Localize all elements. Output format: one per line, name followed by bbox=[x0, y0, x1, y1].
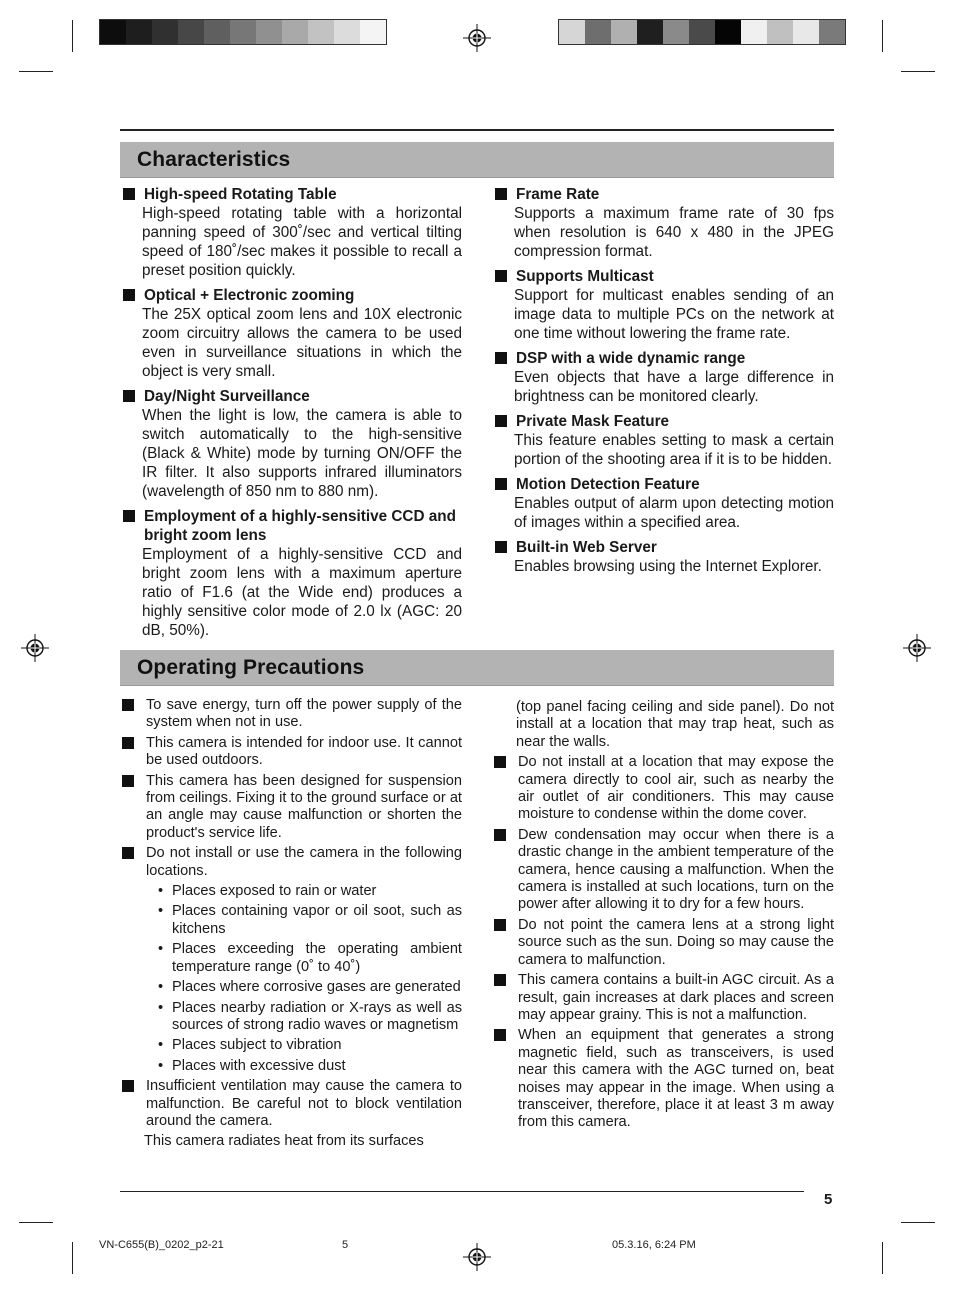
feature-item bbox=[492, 475, 834, 532]
color-swatch bbox=[230, 20, 256, 44]
color-swatch bbox=[637, 20, 663, 44]
crop-mark bbox=[882, 20, 883, 52]
precaution-item: To save energy, turn off the power supply of the system when not in use. bbox=[120, 697, 462, 732]
square-bullet-icon bbox=[122, 737, 134, 749]
color-swatch bbox=[689, 20, 715, 44]
precaution-item: When an equipment that generates a strong magnetic field, such as transceivers, is used near this camera with the AGC turned on, beat noises may appear in the image. When using a transceiver, therefore, place it at least 3 m away from this camera. bbox=[492, 1027, 834, 1131]
precaution-item: Do not install at a location that may expose the camera directly to cool air, such as nearby the air outlet of air conditioners. This may cause moisture to condense within the dome cover. bbox=[492, 754, 834, 824]
section-title: Characteristics bbox=[137, 148, 291, 171]
color-swatch bbox=[152, 20, 178, 44]
color-swatch bbox=[360, 20, 386, 44]
color-swatch bbox=[256, 20, 282, 44]
section-header-precautions bbox=[120, 650, 834, 686]
feature-description: Even objects that have a large difference in brightness can be monitored clearly. bbox=[514, 369, 834, 405]
crop-mark bbox=[19, 1222, 53, 1223]
location-list-item: • Places where corrosive gases are generated bbox=[158, 979, 461, 996]
precaution-continued-text: This camera radiates heat from its surfaces bbox=[144, 1133, 424, 1150]
feature-item bbox=[120, 185, 462, 280]
feature-description: Employment of a highly-sensitive CCD and bright zoom lens with a maximum aperture ratio of F1.6 (at the Wide end) produces a highly sensitive color mode of 2.0 lx (AGC: 20 dB, 50%). bbox=[142, 546, 462, 639]
color-swatch bbox=[178, 20, 204, 44]
crop-mark bbox=[72, 1242, 73, 1274]
feature-description: High-speed rotating table with a horizontal panning speed of 300˚/sec and vertical tilting speed of 180˚/sec makes it possible to recall a preset position quickly. bbox=[142, 205, 462, 279]
section-header-characteristics bbox=[120, 142, 834, 178]
color-swatch bbox=[819, 20, 845, 44]
feature-title: Private Mask Feature bbox=[516, 413, 670, 430]
feature-item bbox=[120, 387, 462, 501]
square-bullet-icon bbox=[123, 510, 135, 522]
location-list-item: • Places nearby radiation or X-rays as well as sources of strong radio waves or magnetism bbox=[158, 999, 462, 1033]
square-bullet-icon bbox=[494, 919, 506, 931]
feature-title: Employment of a highly-sensitive CCD and bright zoom lens bbox=[144, 508, 456, 544]
location-list-item: • Places exposed to rain or water bbox=[158, 883, 377, 900]
square-bullet-icon bbox=[494, 829, 506, 841]
feature-description: This feature enables setting to mask a certain portion of the shooting area if it is to be hidden. bbox=[514, 432, 834, 468]
precaution-item: Insufficient ventilation may cause the camera to malfunction. Be careful not to block ventilation around the camera. bbox=[120, 1078, 462, 1130]
feature-description: Supports a maximum frame rate of 30 fps when resolution is 640 x 480 in the JPEG compression format. bbox=[514, 205, 834, 260]
color-bar-left bbox=[99, 19, 387, 45]
feature-title: Supports Multicast bbox=[516, 268, 654, 285]
crop-mark bbox=[901, 71, 935, 72]
location-list-item: • Places with excessive dust bbox=[158, 1057, 346, 1074]
feature-title: DSP with a wide dynamic range bbox=[516, 350, 746, 367]
crop-mark bbox=[72, 20, 73, 52]
crop-mark bbox=[901, 1222, 935, 1223]
color-swatch bbox=[793, 20, 819, 44]
bottom-rule bbox=[120, 1191, 804, 1192]
square-bullet-icon bbox=[122, 775, 134, 787]
color-swatch bbox=[100, 20, 126, 44]
square-bullet-icon bbox=[495, 541, 507, 553]
registration-mark-icon bbox=[902, 633, 932, 663]
footer-file-name: VN-C655(B)_0202_p2-21 bbox=[99, 1239, 224, 1251]
registration-mark-icon bbox=[462, 1242, 492, 1272]
square-bullet-icon bbox=[495, 415, 507, 427]
color-swatch bbox=[663, 20, 689, 44]
feature-item bbox=[492, 538, 834, 576]
square-bullet-icon bbox=[494, 1029, 506, 1041]
square-bullet-icon bbox=[123, 289, 135, 301]
precaution-item: Do not point the camera lens at a strong light source such as the sun. Doing so may cause the camera to malfunction. bbox=[492, 917, 834, 969]
square-bullet-icon bbox=[495, 352, 507, 364]
feature-item bbox=[492, 349, 834, 406]
registration-mark-icon bbox=[462, 23, 492, 53]
location-list-item: • Places containing vapor or oil soot, such as kitchens bbox=[158, 903, 462, 937]
feature-description: Support for multicast enables sending of an image data to multiple PCs on the network at one time without lowering the frame rate. bbox=[514, 287, 834, 342]
crop-mark bbox=[19, 71, 53, 72]
square-bullet-icon bbox=[123, 390, 135, 402]
bullet-dot-icon: • bbox=[158, 903, 164, 920]
square-bullet-icon bbox=[494, 974, 506, 986]
feature-item bbox=[120, 286, 462, 381]
precaution-item: Dew condensation may occur when there is a drastic change in the ambient temperature of the camera, hence causing a malfunction. When the camera is installed at such locations, turn on the power after allowing it to dry for a few hours. bbox=[492, 827, 834, 914]
feature-item bbox=[492, 412, 834, 469]
feature-title: High-speed Rotating Table bbox=[144, 186, 337, 203]
precaution-item: Do not install or use the camera in the following locations. bbox=[120, 845, 462, 880]
color-swatch bbox=[767, 20, 793, 44]
square-bullet-icon bbox=[495, 478, 507, 490]
precaution-item: This camera is intended for indoor use. It cannot be used outdoors. bbox=[120, 735, 462, 770]
color-swatch bbox=[559, 20, 585, 44]
square-bullet-icon bbox=[122, 1080, 134, 1092]
feature-item bbox=[492, 267, 834, 343]
precaution-item: This camera contains a built-in AGC circuit. As a result, gain increases at dark places and screen may appear grainy. This is not a malfunction. bbox=[492, 972, 834, 1024]
page-number: 5 bbox=[824, 1191, 833, 1208]
square-bullet-icon bbox=[123, 188, 135, 200]
color-swatch bbox=[126, 20, 152, 44]
precaution-continued-text: (top panel facing ceiling and side panel). Do not install at a location that may trap heat, such as near the walls. bbox=[516, 699, 834, 750]
feature-description: Enables browsing using the Internet Explorer. bbox=[514, 558, 822, 575]
feature-title: Motion Detection Feature bbox=[516, 476, 700, 493]
feature-title: Built-in Web Server bbox=[516, 539, 657, 556]
location-list-item: • Places subject to vibration bbox=[158, 1037, 342, 1054]
bullet-dot-icon: • bbox=[158, 1037, 164, 1054]
color-swatch bbox=[741, 20, 767, 44]
footer-page: 5 bbox=[342, 1239, 349, 1251]
characteristics-right-column bbox=[492, 185, 834, 582]
color-bar-right bbox=[558, 19, 846, 45]
square-bullet-icon bbox=[494, 756, 506, 768]
color-swatch bbox=[715, 20, 741, 44]
feature-item bbox=[492, 185, 834, 261]
top-rule bbox=[120, 129, 834, 131]
color-swatch bbox=[282, 20, 308, 44]
precaution-item: This camera has been designed for suspension from ceilings. Fixing it to the ground surface or at an angle may cause malfunction or shorten the product's service life. bbox=[120, 773, 462, 843]
square-bullet-icon bbox=[122, 847, 134, 859]
precautions-left-column bbox=[120, 697, 462, 1151]
square-bullet-icon bbox=[122, 699, 134, 711]
precautions-right-column bbox=[492, 699, 834, 1135]
feature-description: When the light is low, the camera is able to switch automatically to the high-sensitive (Black & White) mode by turning ON/OFF the IR filter. It also supports infrared illuminators (wavelength of 850 nm to 880 nm). bbox=[142, 407, 462, 500]
footer-date: 05.3.16, 6:24 PM bbox=[612, 1239, 696, 1251]
section-title: Operating Precautions bbox=[137, 656, 365, 679]
feature-description: Enables output of alarm upon detecting motion of images within a specified area. bbox=[514, 495, 834, 531]
feature-description: The 25X optical zoom lens and 10X electronic zoom circuitry allows the camera to be used even in surveillance situations in which the object is very small. bbox=[142, 306, 462, 380]
registration-mark-icon bbox=[20, 633, 50, 663]
feature-title: Optical + Electronic zooming bbox=[144, 287, 355, 304]
feature-title: Frame Rate bbox=[516, 186, 600, 203]
crop-mark bbox=[882, 1242, 883, 1274]
color-swatch bbox=[204, 20, 230, 44]
bullet-dot-icon: • bbox=[158, 1057, 164, 1074]
square-bullet-icon bbox=[495, 270, 507, 282]
color-swatch bbox=[308, 20, 334, 44]
color-swatch bbox=[611, 20, 637, 44]
square-bullet-icon bbox=[495, 188, 507, 200]
bullet-dot-icon: • bbox=[158, 999, 164, 1016]
feature-title: Day/Night Surveillance bbox=[144, 388, 310, 405]
color-swatch bbox=[334, 20, 360, 44]
characteristics-left-column bbox=[120, 185, 462, 646]
location-list-item: • Places exceeding the operating ambient temperature range (0˚ to 40˚) bbox=[158, 941, 462, 975]
feature-item bbox=[120, 507, 462, 640]
color-swatch bbox=[585, 20, 611, 44]
bullet-dot-icon: • bbox=[158, 883, 164, 900]
bullet-dot-icon: • bbox=[158, 941, 164, 958]
bullet-dot-icon: • bbox=[158, 979, 164, 996]
